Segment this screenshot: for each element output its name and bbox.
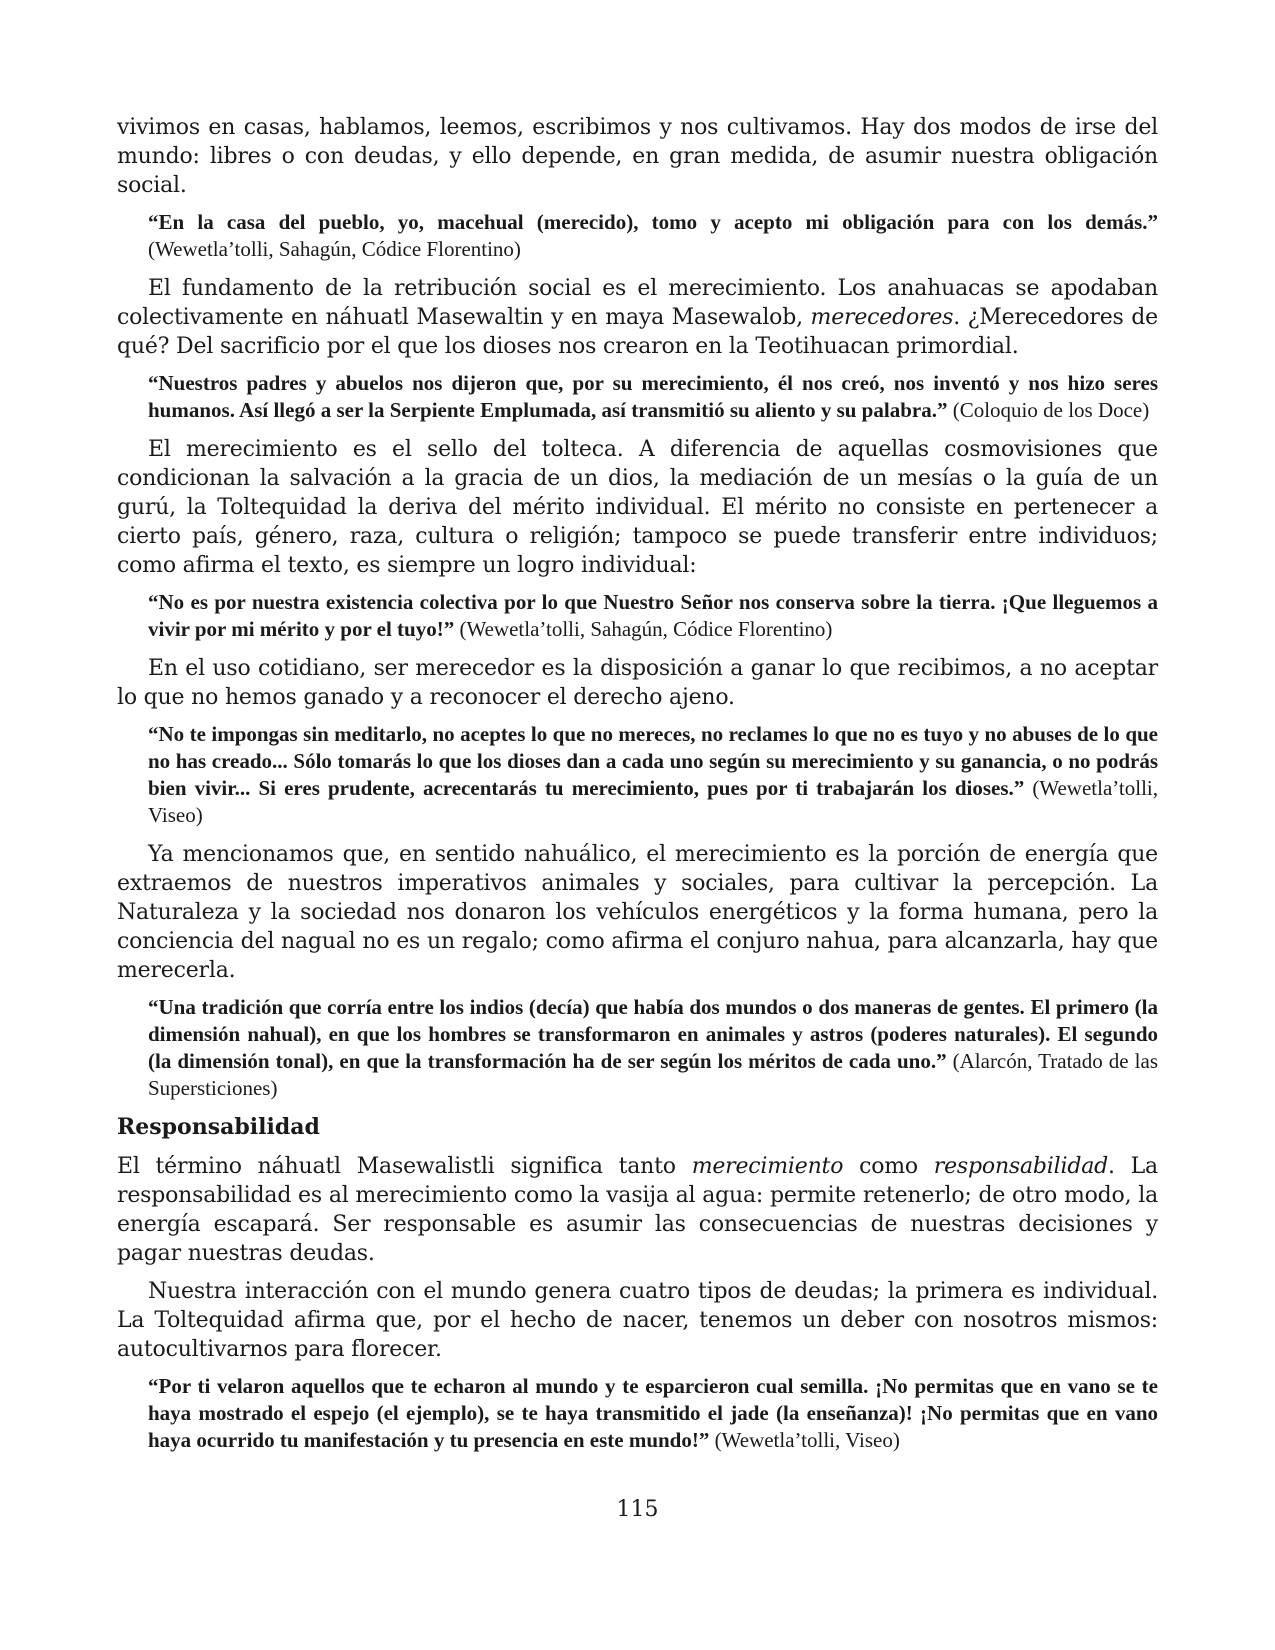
paragraph — [117, 840, 1158, 985]
paragraph — [117, 435, 1158, 580]
quote-source: (Coloquio de los Doce) — [947, 398, 1150, 422]
quote-source: (Alarcón, Tratado de las Supersticiones) — [148, 1049, 1158, 1100]
paragraph — [117, 1277, 1158, 1364]
paragraph — [117, 113, 1158, 200]
quote-text: “Una tradición que corría entre los indios (decía) que había dos mundos o dos maneras de gentes. El primero (la dimensión nahual), en que los hombres se transformaron en animales y astros (poderes naturales). El segundo (la dimensión tonal), en que la transformación ha de ser según los méritos de cada uno.” — [148, 995, 1158, 1073]
paragraph-text: Ya mencionamos que, en sentido nahuálico, el merecimiento es la porción de energía que extraemos de nuestros imperativos animales y sociales, para cultivar la percepción. La Naturaleza y la sociedad nos donaron los vehículos energéticos y la forma humana, pero la conciencia del nagual no es un regalo; como afirma el conjuro nahua, para alcanzarla, hay que merecerla. — [117, 842, 1158, 983]
quote-source: (Wewetla’tolli, Sahagún, Códice Florentino) — [148, 237, 521, 261]
block-quote — [148, 721, 1158, 829]
section-heading: Responsabilidad — [117, 1114, 320, 1140]
paragraph — [117, 654, 1158, 712]
emphasis-text: responsabilidad — [933, 1154, 1109, 1179]
quote-text: “Por ti velaron aquellos que te echaron al mundo y te esparcieron cual semilla. ¡No permitas que en vano se te haya mostrado el espejo (el ejemplo), se te haya transmitido el jade (la enseñanza)! ¡No permitas que en vano haya ocurrido tu manifestación y tu presencia en este mundo!” — [148, 1374, 1158, 1452]
paragraph-text: Nuestra interacción con el mundo genera cuatro tipos de deudas; la primera es individual. La Toltequidad afirma que, por el hecho de nacer, tenemos un deber con nosotros mismos: autocultivarnos para florecer. — [117, 1279, 1158, 1362]
paragraph-text: El merecimiento es el sello del tolteca. A diferencia de aquellas cosmovisiones que condicionan la salvación a la gracia de un dios, la mediación de un mesías o la guía de un gurú, la Toltequidad la deriva del mérito individual. El mérito no consiste en pertenecer a cierto país, género, raza, cultura o religión; tampoco se puede transferir entre individuos; como afirma el texto, es siempre un logro individual: — [117, 437, 1158, 578]
emphasis-text: merecedores — [810, 305, 954, 330]
quote-text: “No es por nuestra existencia colectiva por lo que Nuestro Señor nos conserva sobre la tierra. ¡Que lleguemos a vivir por mi mérito y por el tuyo!” — [148, 590, 1158, 641]
quote-text: “No te impongas sin meditarlo, no aceptes lo que no mereces, no reclames lo que no es tuyo y no abuses de lo que no has creado... Sólo tomarás lo que los dioses dan a cada uno según su merecimiento y su ganancia, o no podrás bien vivir... Si eres prudente, acrecentarás tu merecimiento, pues por ti trabajarán los dioses.” — [148, 722, 1158, 800]
paragraph — [117, 1152, 1158, 1268]
quote-source: (Wewetla’tolli, Viseo) — [148, 776, 1158, 827]
paragraph-text: En el uso cotidiano, ser merecedor es la disposición a ganar lo que recibimos, a no aceptar lo que no hemos ganado y a reconocer el derecho ajeno. — [117, 656, 1158, 710]
page-number: 115 — [616, 1497, 659, 1522]
block-quote — [148, 589, 1158, 643]
paragraph-text: El fundamento de la retribución social es el merecimiento. Los anahuacas se apodaban colectivamente en náhuatl Masewaltin y en maya Masewalob, — [117, 276, 1158, 330]
paragraph-text: . ¿Merecedores de qué? Del sacrificio por el que los dioses nos crearon en la Teotihuacan primordial. — [117, 305, 1158, 359]
block-quote — [148, 994, 1158, 1102]
block-quote — [148, 209, 1158, 263]
quote-source: (Wewetla’tolli, Viseo) — [709, 1428, 900, 1452]
paragraph-text: como — [843, 1154, 934, 1179]
block-quote — [148, 1373, 1158, 1454]
paragraph-text: . La responsabilidad es al merecimiento como la vasija al agua: permite retenerlo; de otro modo, la energía escapará. Ser responsable es asumir las consecuencias de nuestras decisiones y pagar nuestras deudas. — [117, 1154, 1158, 1266]
page-body — [117, 113, 1158, 1465]
quote-text: “Nuestros padres y abuelos nos dijeron que, por su merecimiento, él nos creó, nos inventó y nos hizo seres humanos. Así llegó a ser la Serpiente Emplumada, así transmitió su aliento y su palabra.” — [148, 371, 1158, 422]
block-quote — [148, 370, 1158, 424]
quote-source: (Wewetla’tolli, Sahagún, Códice Florentino) — [454, 617, 833, 641]
quote-text: “En la casa del pueblo, yo, macehual (merecido), tomo y acepto mi obligación para con los demás.” — [148, 210, 1158, 234]
paragraph-text: El término náhuatl Masewalistli significa tanto — [117, 1154, 692, 1179]
paragraph — [117, 274, 1158, 361]
paragraph-text: vivimos en casas, hablamos, leemos, escribimos y nos cultivamos. Hay dos modos de irse del mundo: libres o con deudas, y ello depende, en gran medida, de asumir nuestra obligación social. — [117, 115, 1158, 198]
emphasis-text: merecimiento — [691, 1154, 844, 1179]
